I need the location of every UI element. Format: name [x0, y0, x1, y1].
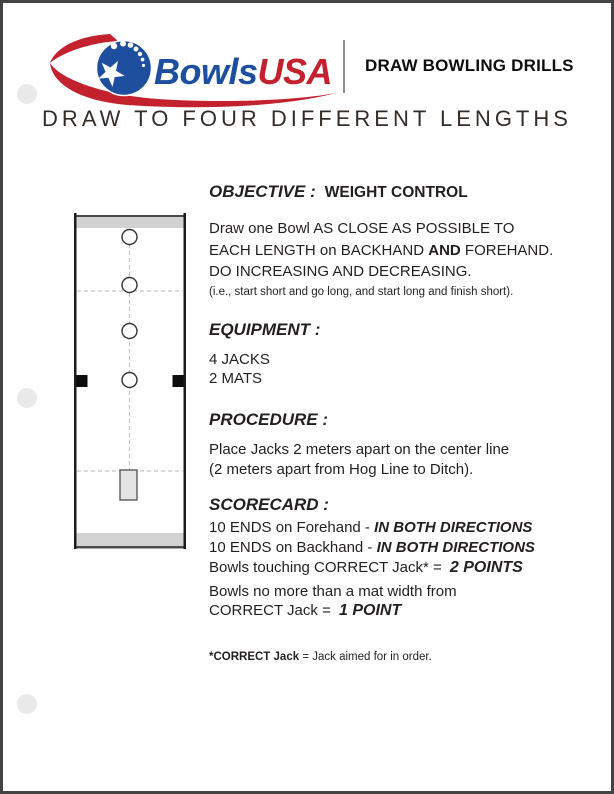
objective-heading [209, 182, 581, 202]
ditch-bottom [77, 533, 184, 546]
objective-note: (i.e., start short and go long, and start long and finish short). [209, 286, 514, 298]
scorecard-heading: SCORECARD : [209, 495, 329, 514]
procedure-heading: PROCEDURE : [209, 410, 329, 429]
jack-marker [122, 230, 137, 245]
bowls-ball-icon [97, 41, 152, 96]
scorecard-line-3-pre: Bowls touching CORRECT Jack* = [209, 559, 446, 576]
equipment-item: 2 MATS [209, 370, 263, 387]
scorecard-line-4: Bowls no more than a mat width from [209, 583, 457, 600]
hole-punch [17, 84, 37, 104]
objective-heading-label: OBJECTIVE : [209, 182, 316, 201]
jack-marker [122, 278, 137, 293]
objective-line-2-post: FOREHAND. [460, 242, 554, 259]
page-title: DRAW TO FOUR DIFFERENT LENGTHS [42, 106, 572, 131]
footnote-rest: = Jack aimed for in order. [299, 651, 432, 663]
hole-punch [17, 694, 37, 714]
boundary-marker-left [77, 375, 88, 387]
scorecard-line-2-pre: 10 ENDS on Backhand - [209, 539, 377, 556]
procedure-line-1: Place Jacks 2 meters apart on the center line [209, 441, 510, 458]
logo-text [154, 51, 332, 92]
rink-border-right [184, 213, 187, 549]
rink-border-left [74, 213, 77, 549]
logo-word-bowls: Bowls [154, 51, 258, 92]
bowls-usa-logo [48, 33, 338, 108]
logo-word-usa: USA [257, 51, 333, 92]
objective-line-2 [209, 242, 581, 259]
scorecard-line-5-emphasis: 1 POINT [339, 602, 402, 619]
header-divider [343, 40, 345, 93]
scorecard-line-2-emphasis: IN BOTH DIRECTIONS [376, 539, 535, 556]
scorecard-line-3 [209, 559, 581, 577]
rink-diagram [73, 213, 187, 549]
equipment-heading: EQUIPMENT : [209, 320, 321, 339]
hole-punch [17, 388, 37, 408]
objective-line-3: DO INCREASING AND DECREASING. [209, 263, 472, 280]
boundary-marker-right [173, 375, 184, 387]
procedure-text [209, 440, 581, 479]
scorecard-line-1 [209, 519, 581, 536]
scorecard-line-1-pre: 10 ENDS on Forehand - [209, 519, 375, 536]
scorecard-line-1-emphasis: IN BOTH DIRECTIONS [374, 519, 533, 536]
doc-title: DRAW BOWLING DRILLS [365, 56, 574, 75]
rink-border-bottom [74, 546, 186, 549]
objective-subheading: WEIGHT CONTROL [324, 184, 468, 201]
ditch-top [77, 217, 184, 228]
scorecard-line-3-emphasis: 2 POINTS [449, 559, 523, 576]
scorecard-line-5-pre: CORRECT Jack = [209, 602, 335, 619]
jack-marker [122, 373, 137, 388]
footnote-bold: *CORRECT Jack [209, 651, 300, 663]
objective-line-1: Draw one Bowl AS CLOSE AS POSSIBLE TO [209, 220, 515, 237]
scorecard-line-5 [209, 602, 581, 620]
procedure-line-2: (2 meters apart from Hog Line to Ditch). [209, 460, 474, 478]
objective-line-2-bold: AND [428, 242, 461, 259]
jack-marker [122, 324, 137, 339]
equipment-item: 4 JACKS [209, 351, 270, 368]
objective-line-2-pre: EACH LENGTH on BACKHAND [209, 242, 429, 259]
scorecard-line-2 [209, 539, 581, 556]
footnote [209, 651, 581, 663]
mat [120, 470, 137, 500]
rink-border-top [74, 215, 186, 217]
